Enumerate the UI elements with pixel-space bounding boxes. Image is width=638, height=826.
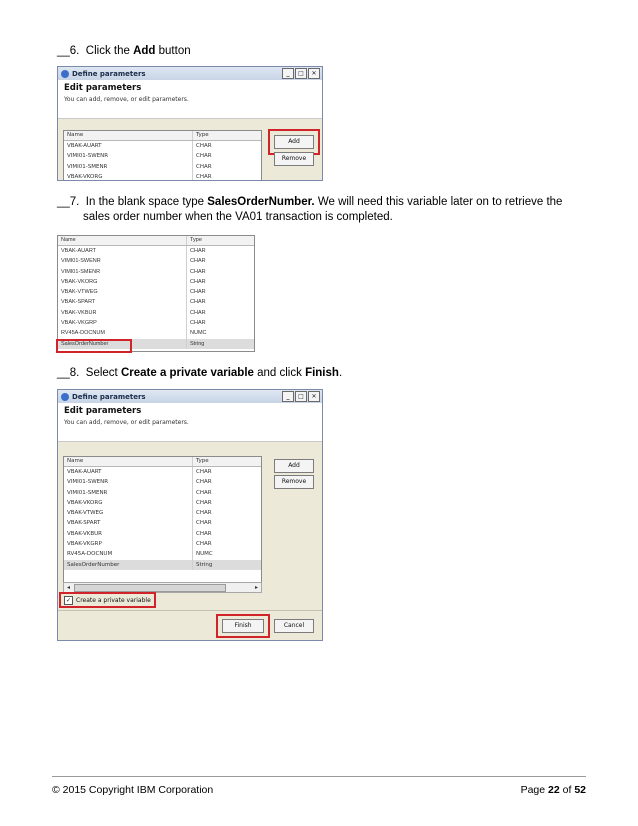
define-parameters-dialog-1 [57,66,323,181]
table-row[interactable]: VBAK-SPART CHAR [58,297,254,307]
table-row[interactable]: VBAK-VKGRP CHAR [64,539,261,549]
close-icon[interactable]: ✕ [308,391,320,402]
table-row[interactable]: VBAK-AUART CHAR [64,141,261,151]
define-parameters-dialog-2 [57,389,323,641]
cancel-button[interactable]: Cancel [274,619,314,633]
column-header-name[interactable]: Name [64,131,193,140]
table-row[interactable]: VIMI01-SMENR CHAR [64,162,261,172]
table-row[interactable]: VBAK-VKBUR CHAR [58,308,254,318]
name-cell-edit[interactable]: SalesOrderNumber [58,339,187,349]
step-8: __8. Select Create a private variable and click Finish. [57,367,343,379]
table-row[interactable]: VBAK-VKBUR CHAR [64,529,261,539]
scrollbar-thumb[interactable] [74,584,226,592]
remove-button[interactable]: Remove [274,152,314,166]
dialog-subtitle: You can add, remove, or edit parameters. [64,419,189,426]
table-row[interactable]: VIMI01-SMENR CHAR [64,488,261,498]
table-row[interactable]: VBAK-VTWEG CHAR [64,508,261,518]
step-7: __7. In the blank space type SalesOrderNumber. We will need this variable later on to retrieve the [57,196,563,208]
step-number: __6. [57,45,80,57]
table-row[interactable]: VBAK-AUART CHAR [64,467,261,477]
footer-page-number: Page 22 of 52 [520,784,586,796]
add-button[interactable]: Add [274,459,314,473]
footer-divider [52,776,586,777]
dialog-header [58,80,322,119]
table-row[interactable]: VBAK-VKORG CHAR [58,277,254,287]
dialog-titlebar: Define parameters _ □ ✕ [58,67,322,80]
dialog-titlebar: Define parameters _ □ ✕ [58,390,322,403]
dialog-heading: Edit parameters [64,83,142,93]
highlight-box [56,339,132,353]
column-header-name[interactable]: Name [58,236,187,245]
step-7-line-2: sales order number when the VA01 transaction is completed. [83,211,393,223]
dialog-subtitle: You can add, remove, or edit parameters. [64,96,189,103]
parameters-table [63,130,262,181]
table-row[interactable]: VIMI01-SWENR CHAR [58,256,254,266]
table-row[interactable]: VBAK-AUART CHAR [58,246,254,256]
private-variable-option[interactable]: ✓ Create a private variable [65,597,151,604]
table-row-selected[interactable]: SalesOrderNumber String [58,339,254,349]
table-row[interactable]: VBAK-VTWEG CHAR [58,287,254,297]
scroll-left-icon[interactable]: ◂ [66,584,70,591]
scroll-right-icon[interactable]: ▸ [254,584,258,591]
maximize-icon[interactable]: □ [295,68,307,79]
table-row[interactable]: VBAK-VKGRP CHAR [58,318,254,328]
maximize-icon[interactable]: □ [295,391,307,402]
table-row-selected[interactable]: SalesOrderNumber String [64,560,261,570]
table-row[interactable]: RV45A-DOCNUM NUMC [58,328,254,338]
table-row[interactable]: VIMI01-SWENR CHAR [64,477,261,487]
parameters-table [63,456,262,583]
add-button[interactable]: Add [274,135,314,149]
column-header-type[interactable]: Type [196,132,209,138]
minimize-icon[interactable]: _ [282,68,294,79]
footer-copyright: © 2015 Copyright IBM Corporation [52,784,214,796]
highlight-box [216,614,270,638]
table-row[interactable]: RV45A-DOCNUM NUMC [64,549,261,559]
table-row[interactable]: VBAK-SPART CHAR [64,518,261,528]
dialog-header [58,403,322,442]
step-6: __6. Click the Add button [57,45,191,57]
close-icon[interactable]: ✕ [308,68,320,79]
column-header-type[interactable]: Type [190,237,202,243]
parameters-table-detail [57,235,255,352]
column-header-name[interactable]: Name [64,457,193,466]
dialog-app-icon [61,393,69,401]
table-row[interactable]: VBAK-VKORG CHAR [64,498,261,508]
table-row[interactable]: VBAK-VKORG CHAR [64,172,261,181]
table-row[interactable]: VIMI01-SWENR CHAR [64,151,261,161]
private-variable-checkbox[interactable]: ✓ [65,597,72,604]
dialog-heading: Edit parameters [64,406,142,416]
minimize-icon[interactable]: _ [282,391,294,402]
highlight-box [59,592,156,608]
column-header-type[interactable]: Type [196,458,209,464]
step-number: __8. [57,367,80,379]
step-number: __7. [57,196,80,208]
dialog-app-icon [61,70,69,78]
finish-button[interactable]: Finish [222,619,264,633]
table-row[interactable]: VIMI01-SMENR CHAR [58,267,254,277]
remove-button[interactable]: Remove [274,475,314,489]
